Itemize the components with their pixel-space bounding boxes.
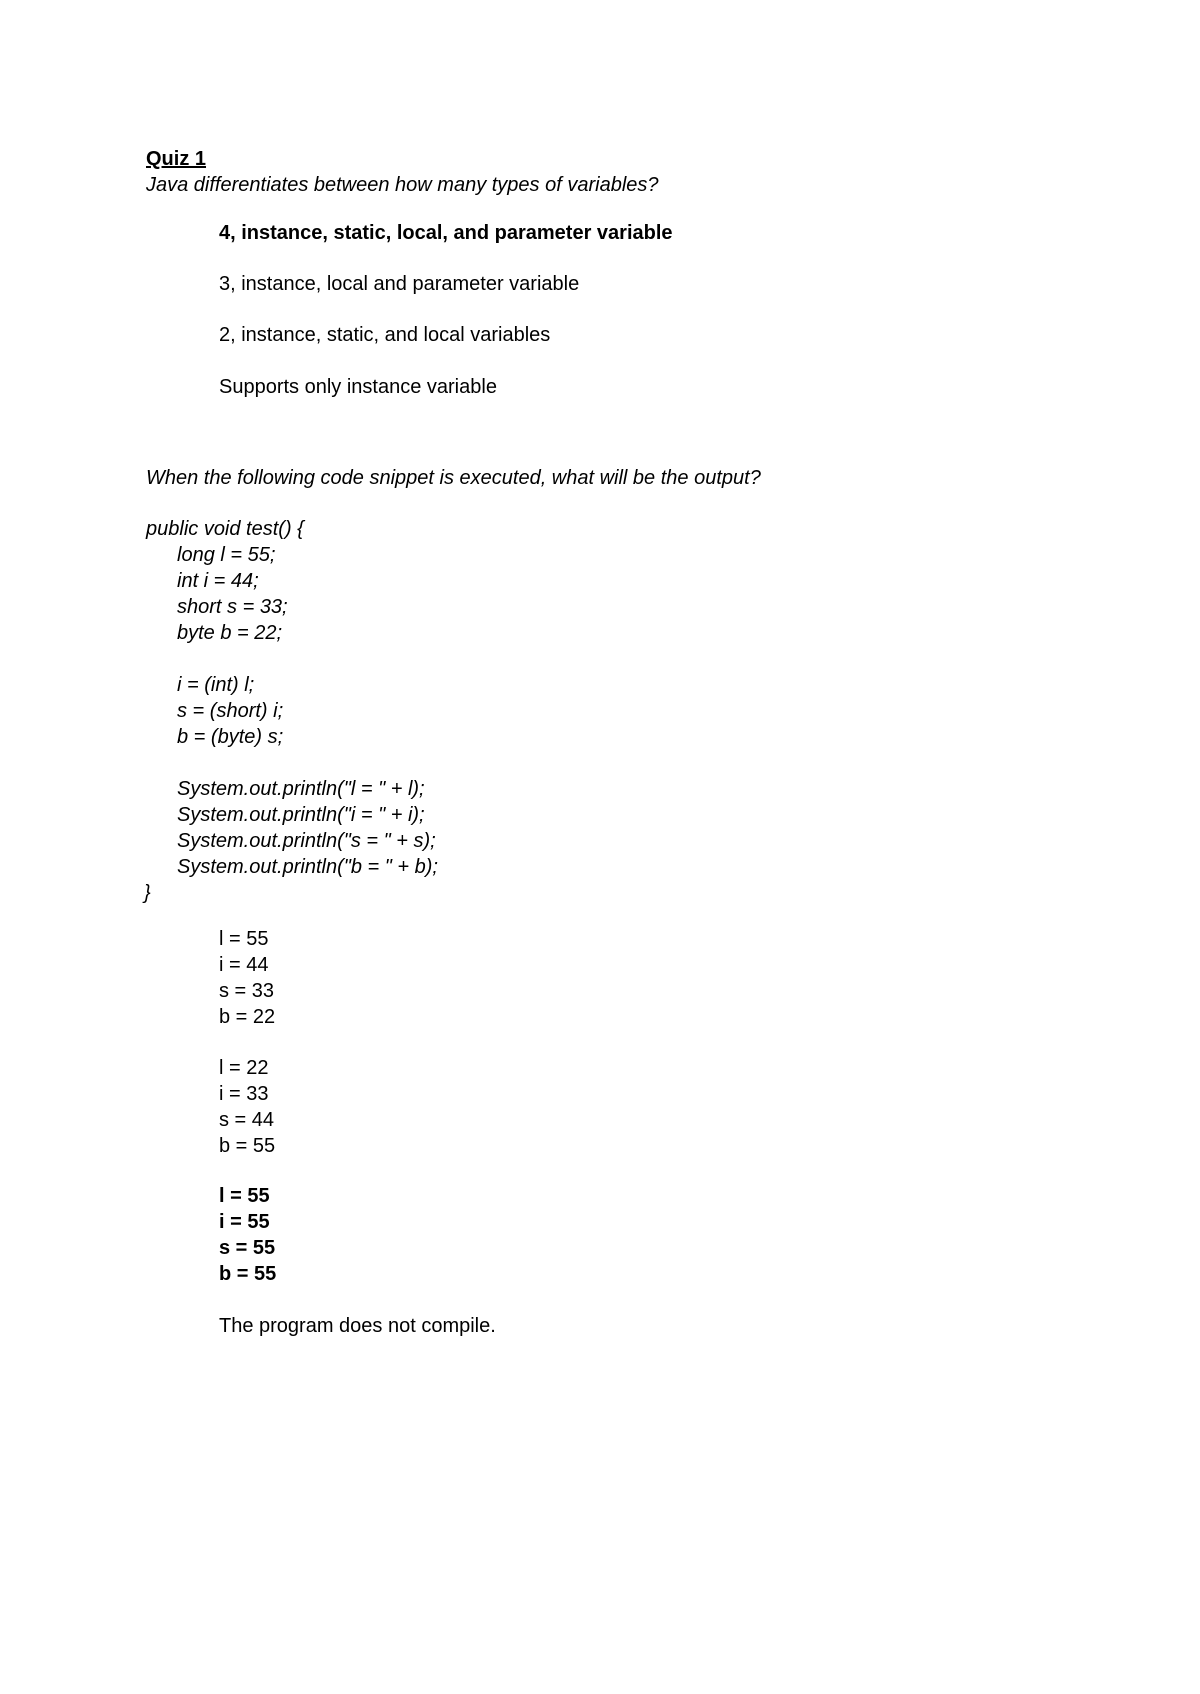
answer-line: s = 44 bbox=[219, 1109, 275, 1131]
code-line bbox=[146, 750, 438, 776]
code-line: System.out.println("s = " + s); bbox=[177, 830, 436, 852]
quiz-title: Quiz 1 bbox=[146, 148, 207, 170]
answer-line: b = 55 bbox=[219, 1263, 277, 1285]
answer-line: The program does not compile. bbox=[219, 1315, 496, 1337]
question-1-option-4: Supports only instance variable bbox=[219, 376, 497, 398]
answer-line: s = 33 bbox=[219, 980, 275, 1002]
code-line: int i = 44; bbox=[177, 570, 259, 592]
code-line: byte b = 22; bbox=[177, 622, 283, 644]
answer-line: i = 33 bbox=[219, 1083, 269, 1105]
question-1-prompt: Java differentiates between how many types of variables? bbox=[146, 174, 659, 196]
question-2-option-2 bbox=[219, 1055, 275, 1159]
code-snippet bbox=[146, 516, 438, 906]
code-line: i = (int) l; bbox=[177, 674, 255, 696]
code-line: long l = 55; bbox=[177, 544, 276, 566]
question-2-option-1 bbox=[219, 926, 275, 1030]
answer-line: l = 22 bbox=[219, 1057, 269, 1079]
question-2-option-4 bbox=[219, 1313, 496, 1339]
code-line: b = (byte) s; bbox=[177, 726, 284, 748]
answer-line: l = 55 bbox=[219, 928, 269, 950]
answer-line: b = 22 bbox=[219, 1006, 276, 1028]
code-line: System.out.println("i = " + i); bbox=[177, 804, 425, 826]
code-line bbox=[146, 646, 438, 672]
code-line: public void test() { bbox=[146, 518, 304, 540]
code-line: short s = 33; bbox=[177, 596, 288, 618]
code-line: System.out.println("b = " + b); bbox=[177, 856, 438, 878]
answer-line: l = 55 bbox=[219, 1185, 270, 1207]
question-2-prompt: When the following code snippet is executed, what will be the output? bbox=[146, 467, 761, 489]
question-2-option-3 bbox=[219, 1183, 276, 1287]
code-line: s = (short) i; bbox=[177, 700, 284, 722]
answer-line: s = 55 bbox=[219, 1237, 276, 1259]
question-1-option-3: 2, instance, static, and local variables bbox=[219, 324, 551, 346]
question-1-option-1: 4, instance, static, local, and parameter variable bbox=[219, 222, 673, 244]
question-1-option-2: 3, instance, local and parameter variable bbox=[219, 273, 580, 295]
code-line: System.out.println("l = " + l); bbox=[177, 778, 425, 800]
answer-line: i = 44 bbox=[219, 954, 269, 976]
answer-line: i = 55 bbox=[219, 1211, 270, 1233]
code-line: } bbox=[144, 882, 151, 904]
answer-line: b = 55 bbox=[219, 1135, 276, 1157]
